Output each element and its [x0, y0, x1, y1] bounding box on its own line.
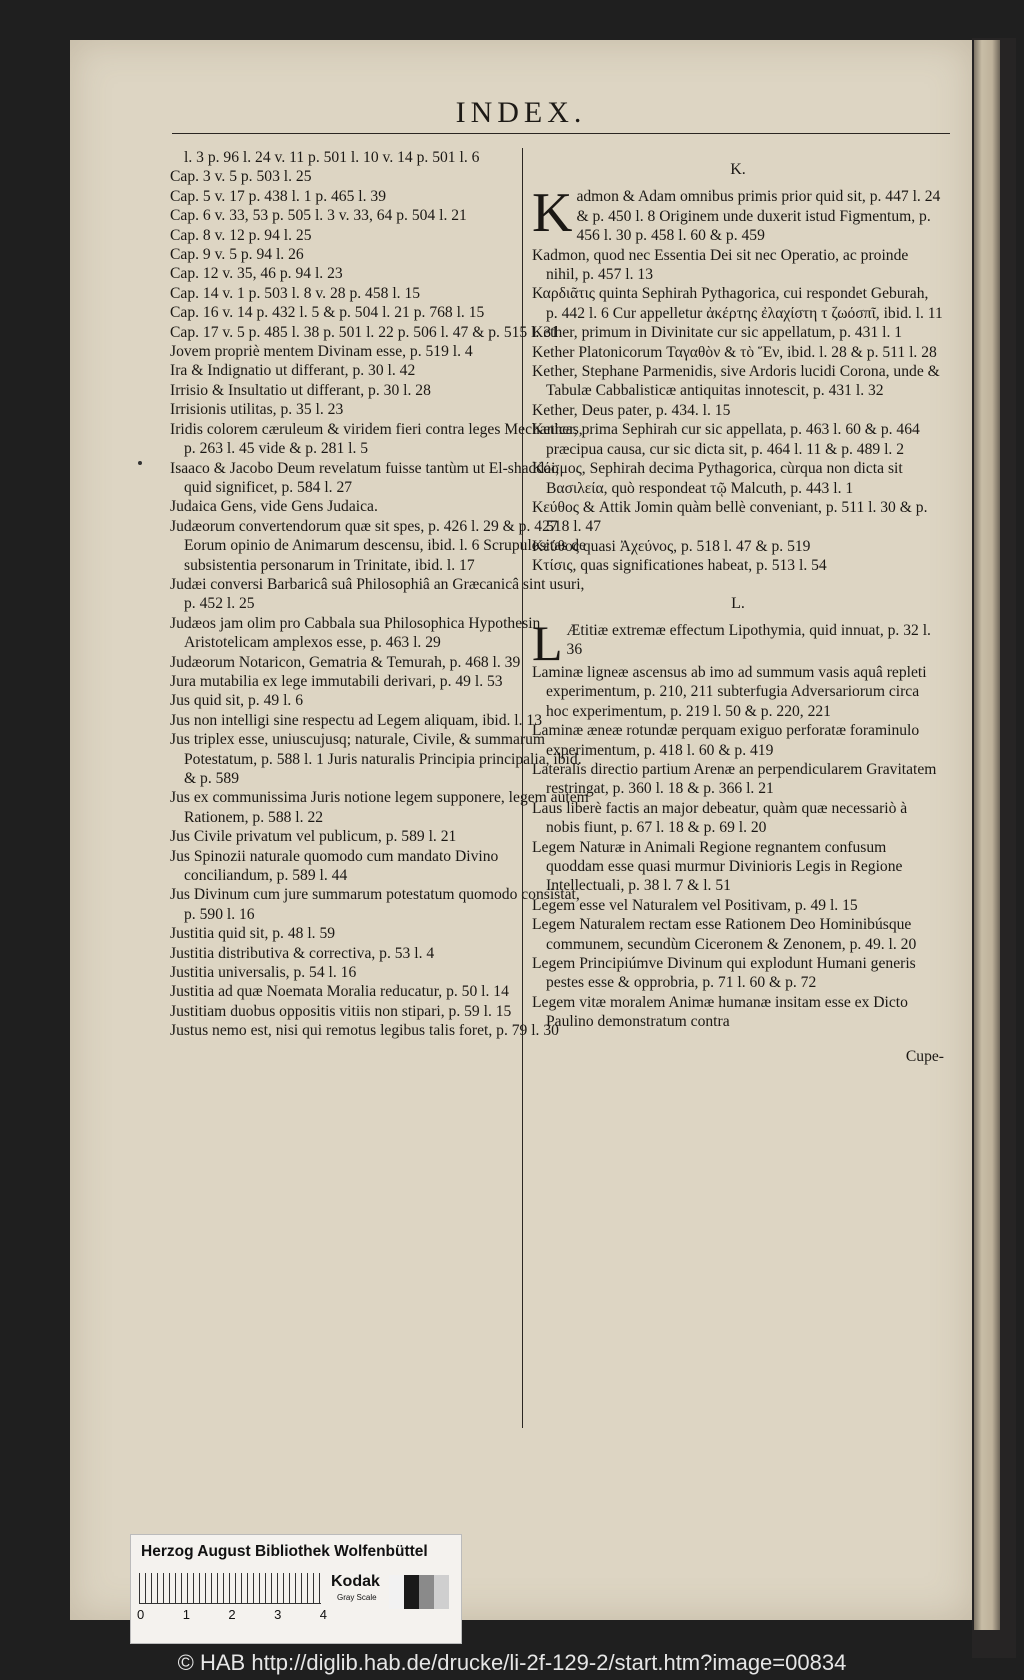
index-entry: Kether, primum in Divinitate cur sic appellatum, p. 431 l. 1 — [532, 324, 903, 342]
index-entry: Κεύθος & Attik Jomin quàm bellè conveniant, p. 511 l. 30 & p. 518 l. 47 — [532, 498, 928, 536]
section-heading-l: L. — [731, 594, 745, 612]
ruler-labels — [137, 1607, 327, 1622]
index-entry: Legem vitæ moralem Animæ humanæ insitam esse ex Dicto Paulino demonstratum contra — [532, 993, 908, 1031]
section-heading-k: K. — [730, 161, 746, 178]
margin-mark — [138, 461, 142, 465]
index-entry: Jura mutabilia ex lege immutabili derivari, p. 49 l. 53 — [170, 672, 503, 690]
index-entry: Judaica Gens, vide Gens Judaica. — [170, 498, 378, 516]
index-entry: Justus nemo est, nisi qui remotus legibus talis foret, p. 79 l. 30 — [170, 1022, 559, 1040]
index-entry: Legem Naturæ in Animali Regione regnantem confusum quoddam esse quasi murmur Divinioris Legis in Regione Intellectuali, p. 38 l. 7 & l. 51 — [532, 838, 903, 895]
index-entry: Laminæ ligneæ ascensus ab imo ad summum vasis aquâ repleti experimentum, p. 210, 211 subterfugia Adversariorum circa hoc experimentum, p. 219 l. 50 & p. 220, 221 — [532, 663, 927, 720]
index-entry: Jovem propriè mentem Divinam esse, p. 519 l. 4 — [170, 343, 473, 361]
ruler-label: 2 — [228, 1607, 236, 1622]
index-entry: Κεύθος quasi Ἀχεύνος, p. 518 l. 47 & p. 519 — [532, 537, 811, 555]
index-entry: Irrisio & Insultatio ut differant, p. 30 l. 28 — [170, 381, 431, 399]
index-entry: l. 3 p. 96 l. 24 v. 11 p. 501 l. 10 v. 14 p. 501 l. 6 — [184, 149, 480, 166]
index-entry: Legem esse vel Naturalem vel Positivam, p. 49 l. 15 — [532, 896, 858, 914]
index-entry: Kadmon, quod nec Essentia Dei sit nec Operatio, ac proinde nihil, p. 457 l. 13 — [532, 246, 909, 284]
index-entry: Isaaco & Jacobo Deum revelatum fuisse tantùm ut El-shaddai, quid significet, p. 584 l. 27 — [170, 459, 560, 496]
ruler-label: 4 — [319, 1607, 327, 1622]
index-entry: Cap. 17 v. 5 p. 485 l. 38 p. 501 l. 22 p. 506 l. 47 & p. 515 l. 31 — [170, 323, 559, 341]
index-entry: Jus triplex esse, uniuscujusq; naturale, Civile, & summarum Potestatum, p. 588 l. 1 Juris naturalis Principia principalia, ibid. & p. 589 — [170, 731, 582, 787]
index-entry: Κτίσις, quas significationes habeat, p. 513 l. 54 — [532, 557, 827, 575]
index-entry: Cap. 12 v. 35, 46 p. 94 l. 23 — [170, 265, 343, 283]
header-rule — [172, 133, 950, 134]
ruler-label: 1 — [182, 1607, 190, 1622]
book-page — [70, 40, 972, 1620]
index-entry: Judæos jam olim pro Cabbala sua Philosophica Hypothesin Aristotelicam amplexos esse, p. 463 l. 29 — [170, 614, 541, 652]
index-entry: Κόσμος, Sephirah decima Pythagorica, cùrqua non dicta sit Βασιλεία, quò respondeat τῷ Malcuth, p. 443 l. 1 — [532, 460, 903, 497]
swatch — [389, 1575, 404, 1609]
index-entry: Judæorum convertendorum quæ sit spes, p. 426 l. 29 & p. 427 Eorum opinio de Animarum descensu, ibid. l. 6 Scrupulositas de subsistentia personarum in Trinitate, ibid. l. 17 — [170, 517, 586, 574]
swatch — [404, 1575, 419, 1609]
index-entry: Lateralis directio partium Arenæ an perpendicularem Gravitatem restringat, p. 360 l. 18 & p. 366 l. 21 — [532, 760, 937, 798]
index-entry: Justitiam duobus oppositis vitiis non stipari, p. 59 l. 15 — [170, 1002, 512, 1020]
index-entry: Cap. 3 v. 5 p. 503 l. 25 — [170, 168, 312, 186]
index-entry: Justitia ad quæ Noemata Moralia reducatur, p. 50 l. 14 — [170, 983, 509, 1001]
index-entry-kadmon: Kadmon & Adam omnibus primis prior quid sit, p. 447 l. 24 & p. 450 l. 8 Originem unde duxerit istud Figmentum, p. 456 l. 30 p. 458 l. 60 & p. 459 — [532, 182, 941, 245]
index-entry: Judæi conversi Barbaricâ suâ Philosophiâ an Græcanicâ sint usuri, p. 452 l. 25 — [170, 575, 585, 613]
drop-cap-l: L — [532, 614, 563, 671]
index-entry: Jus Spinozii naturale quomodo cum mandato Divino conciliandum, p. 589 l. 44 — [170, 847, 499, 885]
index-entry: Legem Principiúmve Divinum qui explodunt Humani generis pestes esse & opprobria, p. 71 l. 60 & p. 72 — [532, 955, 916, 992]
index-entry: Cap. 5 v. 17 p. 438 l. 1 p. 465 l. 39 — [170, 187, 386, 205]
index-entry: Jus Civile privatum vel publicum, p. 589 l. 21 — [170, 828, 457, 846]
kodak-logo: Kodak — [331, 1573, 380, 1590]
copyright-footer: © HAB http://diglib.hab.de/drucke/li-2f-129-2/start.htm?image=00834 — [177, 1650, 847, 1675]
catchword: Cupe- — [905, 1048, 944, 1066]
gray-scale-label: Gray Scale — [337, 1593, 377, 1602]
index-entry: Kether, Deus pater, p. 434. l. 15 — [532, 401, 731, 419]
adjacent-page-edge — [974, 40, 1000, 1630]
index-entry: Justitia distributiva & correctiva, p. 53 l. 4 — [170, 944, 435, 962]
index-entry: Cap. 9 v. 5 p. 94 l. 26 — [170, 246, 304, 264]
index-entry: Καρδιᾶτις quinta Sephirah Pythagorica, cui respondet Geburah, p. 442 l. 6 Cur appelletur ἀκέρτης ἐλαχίστη τ ζωόσπῖ, ibid. l. 11 — [532, 285, 943, 322]
index-entry: Justitia quid sit, p. 48 l. 59 — [170, 925, 336, 943]
swatch — [419, 1575, 434, 1609]
index-entry: Jus non intelligi sine respectu ad Legem aliquam, ibid. l. 13 — [170, 711, 543, 729]
index-entry: Cap. 6 v. 33, 53 p. 505 l. 3 v. 33, 64 p. 504 l. 21 — [170, 207, 467, 225]
index-entry: Kether, prima Sephirah cur sic appellata, p. 463 l. 60 & p. 464 præcipua causa, cur sic dicta sit, p. 464 l. 11 & p. 489 l. 2 — [532, 421, 920, 458]
index-entry: Jus quid sit, p. 49 l. 6 — [170, 692, 303, 710]
index-entry: Laus liberè factis an major debeatur, quàm quæ necessariò à nobis fiunt, p. 67 l. 18 & p. 69 l. 20 — [532, 799, 908, 837]
index-entry: Justitia universalis, p. 54 l. 16 — [170, 964, 357, 982]
index-entry: Legem Naturalem rectam esse Rationem Deo Hominibúsque communem, secundùm Ciceronem & Zenonem, p. 49. l. 20 — [532, 916, 917, 953]
color-calibration-card — [130, 1534, 462, 1644]
index-entry: Jus ex communissima Juris notione legem supponere, legem autem Rationem, p. 588 l. 22 — [170, 789, 589, 826]
ruler-label: 3 — [274, 1607, 282, 1622]
library-name: Herzog August Bibliothek Wolfenbüttel — [141, 1543, 428, 1560]
index-entry: Kether Platonicorum Ταγαθὸν & τὸ Ἕν, ibid. l. 28 & p. 511 l. 28 — [532, 343, 937, 361]
index-entry-laetitiae: L Ætitiæ extremæ effectum Lipothymia, quid innuat, p. 32 l. 36 — [532, 614, 931, 671]
index-entry: Iridis colorem cæruleum & viridem fieri contra leges Mechanicas, p. 263 l. 45 vide & p. 281 l. 5 — [170, 420, 583, 458]
index-entry: Judæorum Notaricon, Gematria & Temurah, p. 468 l. 39 — [170, 653, 521, 671]
drop-cap-k: K — [532, 182, 573, 245]
index-entry: Cap. 14 v. 1 p. 503 l. 8 v. 28 p. 458 l. 15 — [170, 284, 421, 302]
scale-ruler — [139, 1573, 321, 1604]
index-entry: Ira & Indignatio ut differant, p. 30 l. 42 — [170, 362, 416, 380]
index-entry: Laminæ æneæ rotundæ perquam exiguo perforatæ foraminulo experimentum, p. 418 l. 60 & p. 419 — [532, 722, 920, 759]
page-title: INDEX. — [455, 96, 587, 129]
ruler-label: 0 — [137, 1607, 145, 1622]
swatch — [434, 1575, 449, 1609]
left-column — [170, 148, 590, 1041]
index-entry: Cap. 16 v. 14 p. 432 l. 5 & p. 504 l. 21 p. 768 l. 15 — [170, 304, 485, 322]
index-entry: Cap. 8 v. 12 p. 94 l. 25 — [170, 226, 312, 244]
gray-swatches — [389, 1575, 449, 1609]
index-entry: Kether, Stephane Parmenidis, sive Ardoris lucidi Corona, unde & Tabulæ Cabbalisticæ antiquitas innotescit, p. 431 l. 32 — [532, 363, 940, 400]
index-entry: Irrisionis utilitas, p. 35 l. 23 — [170, 401, 344, 419]
index-entry: Jus Divinum cum jure summarum potestatum quomodo consistat, p. 590 l. 16 — [170, 886, 580, 923]
right-column — [532, 148, 944, 1082]
